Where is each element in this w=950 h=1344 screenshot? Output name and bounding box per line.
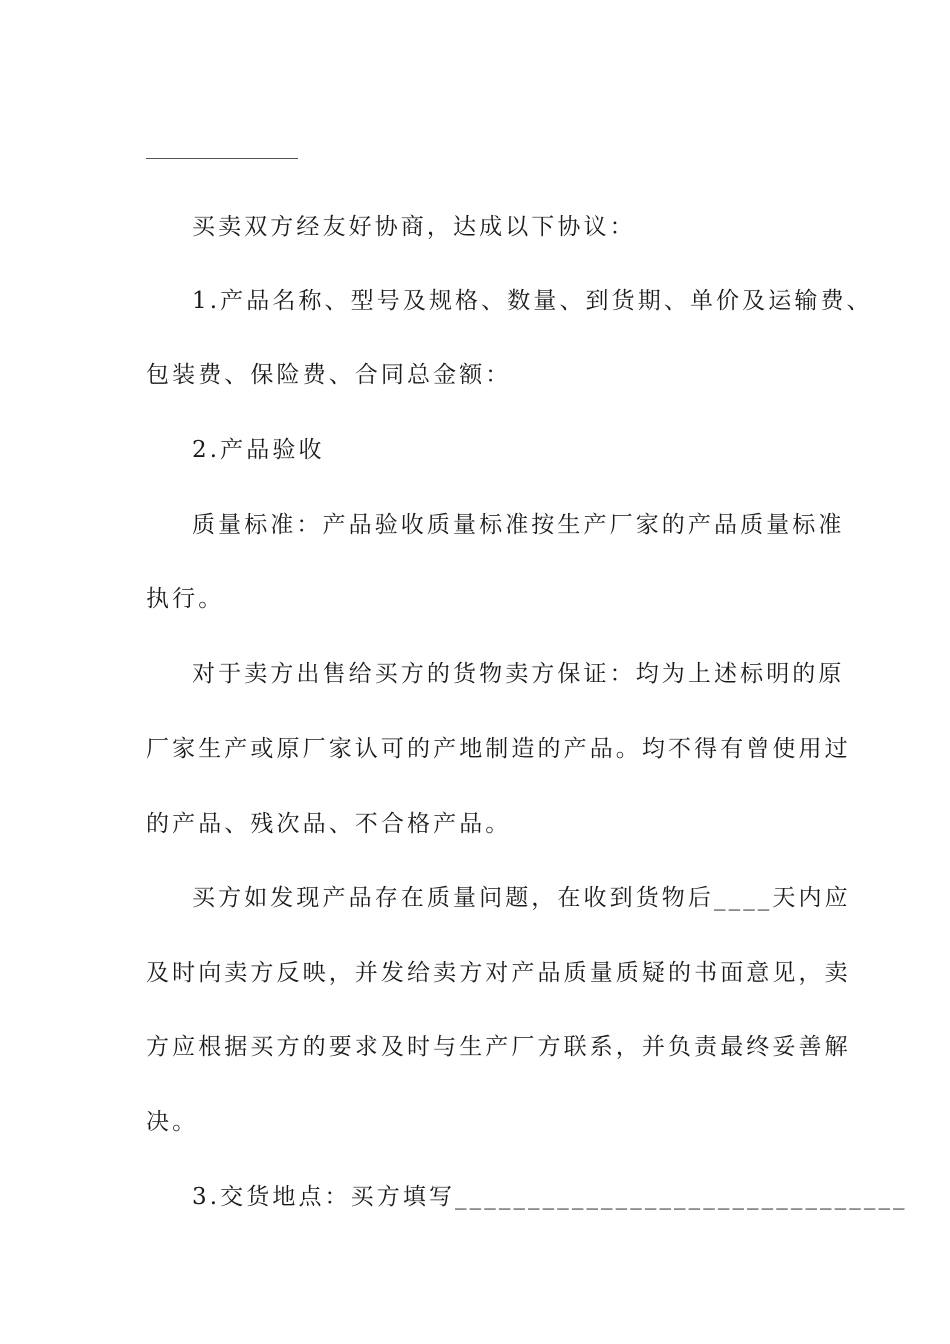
intro-paragraph: 买卖双方经友好协商，达成以下协议： bbox=[192, 214, 636, 240]
quality-issue-line4: 决。 bbox=[146, 1109, 199, 1135]
item3-delivery-location: 3.交货地点：买方填写_______________________________ bbox=[192, 1184, 908, 1210]
seller-guarantee-line3: 的产品、残次品、不合格产品。 bbox=[146, 811, 512, 837]
item2-heading: 2.产品验收 bbox=[192, 437, 325, 463]
quality-standard-line2: 执行。 bbox=[146, 586, 225, 612]
quality-issue-line2: 及时向卖方反映，并发给卖方对产品质量质疑的书面意见，卖 bbox=[146, 960, 851, 986]
item1-line2: 包装费、保险费、合同总金额： bbox=[146, 362, 512, 388]
seller-guarantee-line2: 厂家生产或原厂家认可的产地制造的产品。均不得有曾使用过 bbox=[146, 736, 851, 762]
top-blank-line bbox=[146, 158, 298, 159]
seller-guarantee-line1: 对于卖方出售给买方的货物卖方保证：均为上述标明的原 bbox=[192, 661, 845, 687]
quality-issue-line3: 方应根据买方的要求及时与生产厂方联系，并负责最终妥善解 bbox=[146, 1034, 851, 1060]
item1-line1: 1.产品名称、型号及规格、数量、到货期、单价及运输费、 bbox=[192, 288, 873, 314]
quality-issue-line1: 买方如发现产品存在质量问题，在收到货物后____天内应 bbox=[192, 885, 851, 911]
quality-standard-line1: 质量标准：产品验收质量标准按生产厂家的产品质量标准 bbox=[192, 512, 845, 538]
